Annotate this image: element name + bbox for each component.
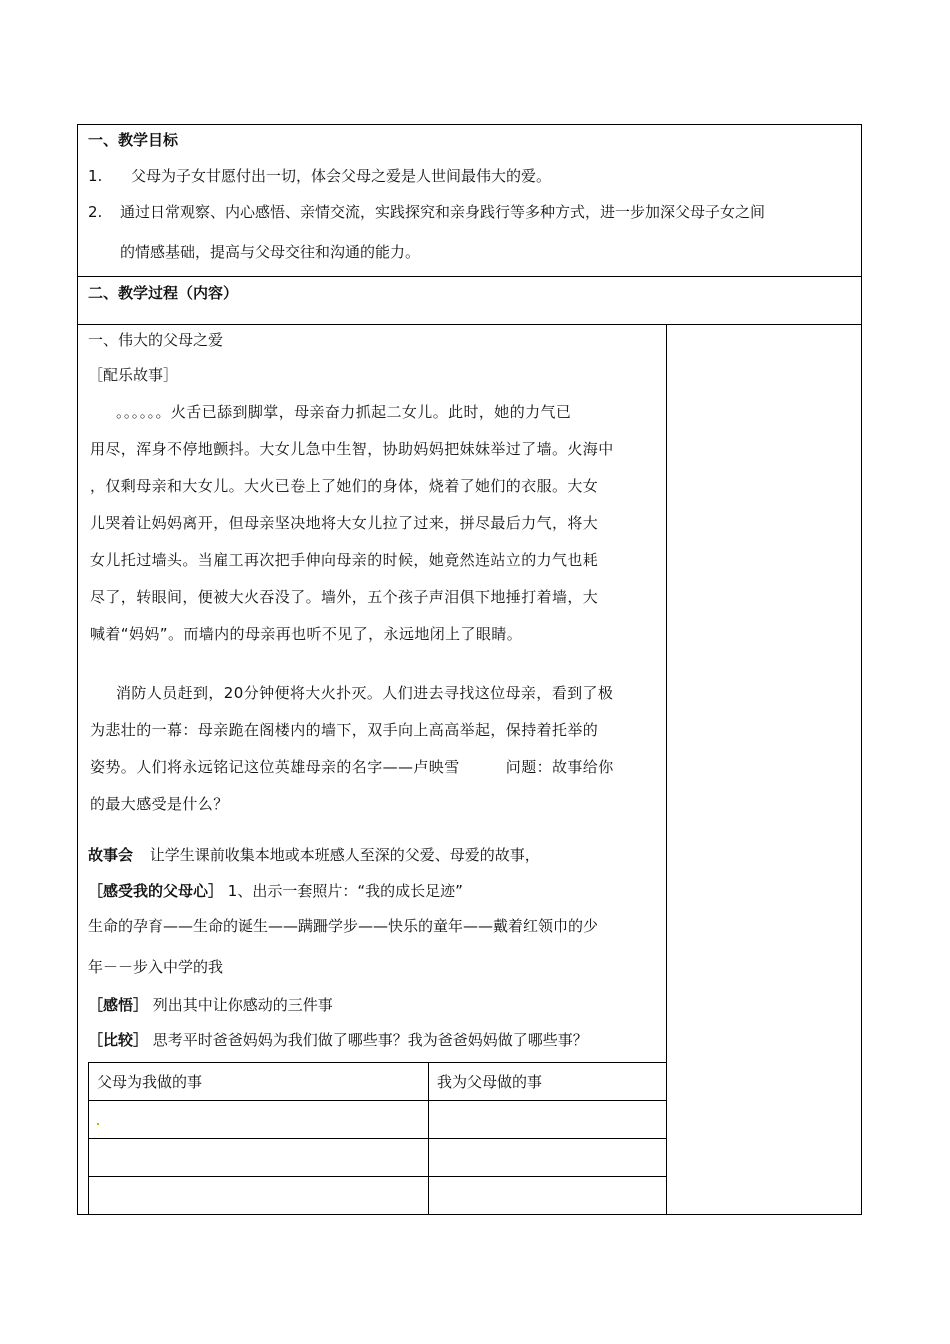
table-cell[interactable] <box>429 1101 667 1139</box>
process-content-section <box>78 325 861 1214</box>
insight <box>88 995 333 1015</box>
feel-label: ［感受我的父母心］ <box>88 882 224 900</box>
table-header-row <box>89 1063 667 1101</box>
story-line: 喊着“妈妈”。而墙内的母亲再也听不见了，永远地闭上了眼睛。 <box>90 625 523 643</box>
insight-label: ［感悟］ <box>88 996 149 1014</box>
process-heading: 二、教学过程（内容） <box>88 284 239 302</box>
growth-line-1: 生命的孕育——生命的诞生——蹒跚学步——快乐的童年——戴着红领巾的少 <box>88 917 599 935</box>
story-line: ，仅剩母亲和大女儿。大火已卷上了她们的身体，烧着了她们的衣服。大女 <box>90 477 599 495</box>
objectives-heading: 一、教学目标 <box>88 131 179 149</box>
teaching-objectives-section <box>78 125 861 277</box>
story-line: 女儿托过墙头。当雇工再次把手伸向母亲的时候，她竟然连站立的力气也耗 <box>90 551 599 569</box>
story-line: 的最大感受是什么？ <box>90 795 229 813</box>
story-line: 姿势。人们将永远铭记这位英雄母亲的名字——卢映雪 问题：故事给你 <box>90 758 614 776</box>
story-line: 消防人员赶到，20分钟便将大火扑灭。人们进去寻找这位母亲，看到了极 <box>116 684 614 702</box>
story-line: 为悲壮的一幕：母亲跪在阁楼内的墙下，双手向上高高举起，保持着托举的 <box>90 721 599 739</box>
insight-text: 列出其中让你感动的三件事 <box>152 996 333 1014</box>
comparison-table <box>88 1062 667 1215</box>
table-header-me: 我为父母做的事 <box>429 1063 667 1101</box>
mark-dot <box>97 1123 99 1125</box>
table-cell[interactable] <box>89 1177 429 1215</box>
table-cell[interactable] <box>89 1139 429 1177</box>
lesson-plan-table <box>77 124 862 1215</box>
compare-label: ［比较］ <box>88 1031 149 1049</box>
feel-text: 1、出示一套照片：“我的成长足迹” <box>227 882 463 900</box>
table-cell[interactable] <box>429 1177 667 1215</box>
growth-line-2: 年－－步入中学的我 <box>88 958 224 976</box>
compare <box>88 1030 588 1050</box>
story-paragraph-1 <box>90 394 664 653</box>
objective-2-line-1: 通过日常观察、内心感悟、亲情交流，实践探究和亲身践行等多种方式，进一步加深父母子女之间 <box>120 203 766 221</box>
objective-2-number: 2. <box>88 203 103 221</box>
table-cell[interactable] <box>89 1101 429 1139</box>
story-paragraph-2 <box>90 675 664 823</box>
compare-text: 思考平时爸爸妈妈为我们做了哪些事？我为爸爸妈妈做了哪些事？ <box>152 1031 588 1049</box>
story-line: 儿哭着让妈妈离开，但母亲坚决地将大女儿拉了过来，拼尽最后力气，将大 <box>90 514 599 532</box>
table-cell[interactable] <box>429 1139 667 1177</box>
table-row <box>89 1177 667 1215</box>
feel-parents <box>88 881 463 901</box>
story-meeting-label: 故事会 <box>88 846 134 864</box>
story-meeting-text: 让学生课前收集本地或本班感人至深的父爱、母爱的故事， <box>149 846 540 864</box>
story-line: 。。。。。。火舌已舔到脚掌，母亲奋力抓起二女儿。此时，她的力气已 <box>116 403 572 421</box>
table-row <box>89 1139 667 1177</box>
part-title: 一、伟大的父母之爱 <box>88 331 224 349</box>
story-tag: ［配乐故事］ <box>88 366 179 384</box>
objective-1-text: 父母为子女甘愿付出一切，体会父母之爱是人世间最伟大的爱。 <box>131 167 552 185</box>
objective-2-line-2: 的情感基础，提高与父母交往和沟通的能力。 <box>120 243 421 261</box>
story-line: 用尽，浑身不停地颤抖。大女儿急中生智，协助妈妈把妹妹举过了墙。火海中 <box>90 440 614 458</box>
teaching-process-section <box>78 277 861 325</box>
story-line: 尽了，转眼间，便被大火吞没了。墙外，五个孩子声泪俱下地捶打着墙，大 <box>90 588 599 606</box>
table-header-parents: 父母为我做的事 <box>89 1063 429 1101</box>
story-meeting <box>88 845 540 865</box>
objective-1-number: 1. <box>88 167 103 185</box>
table-row <box>89 1101 667 1139</box>
